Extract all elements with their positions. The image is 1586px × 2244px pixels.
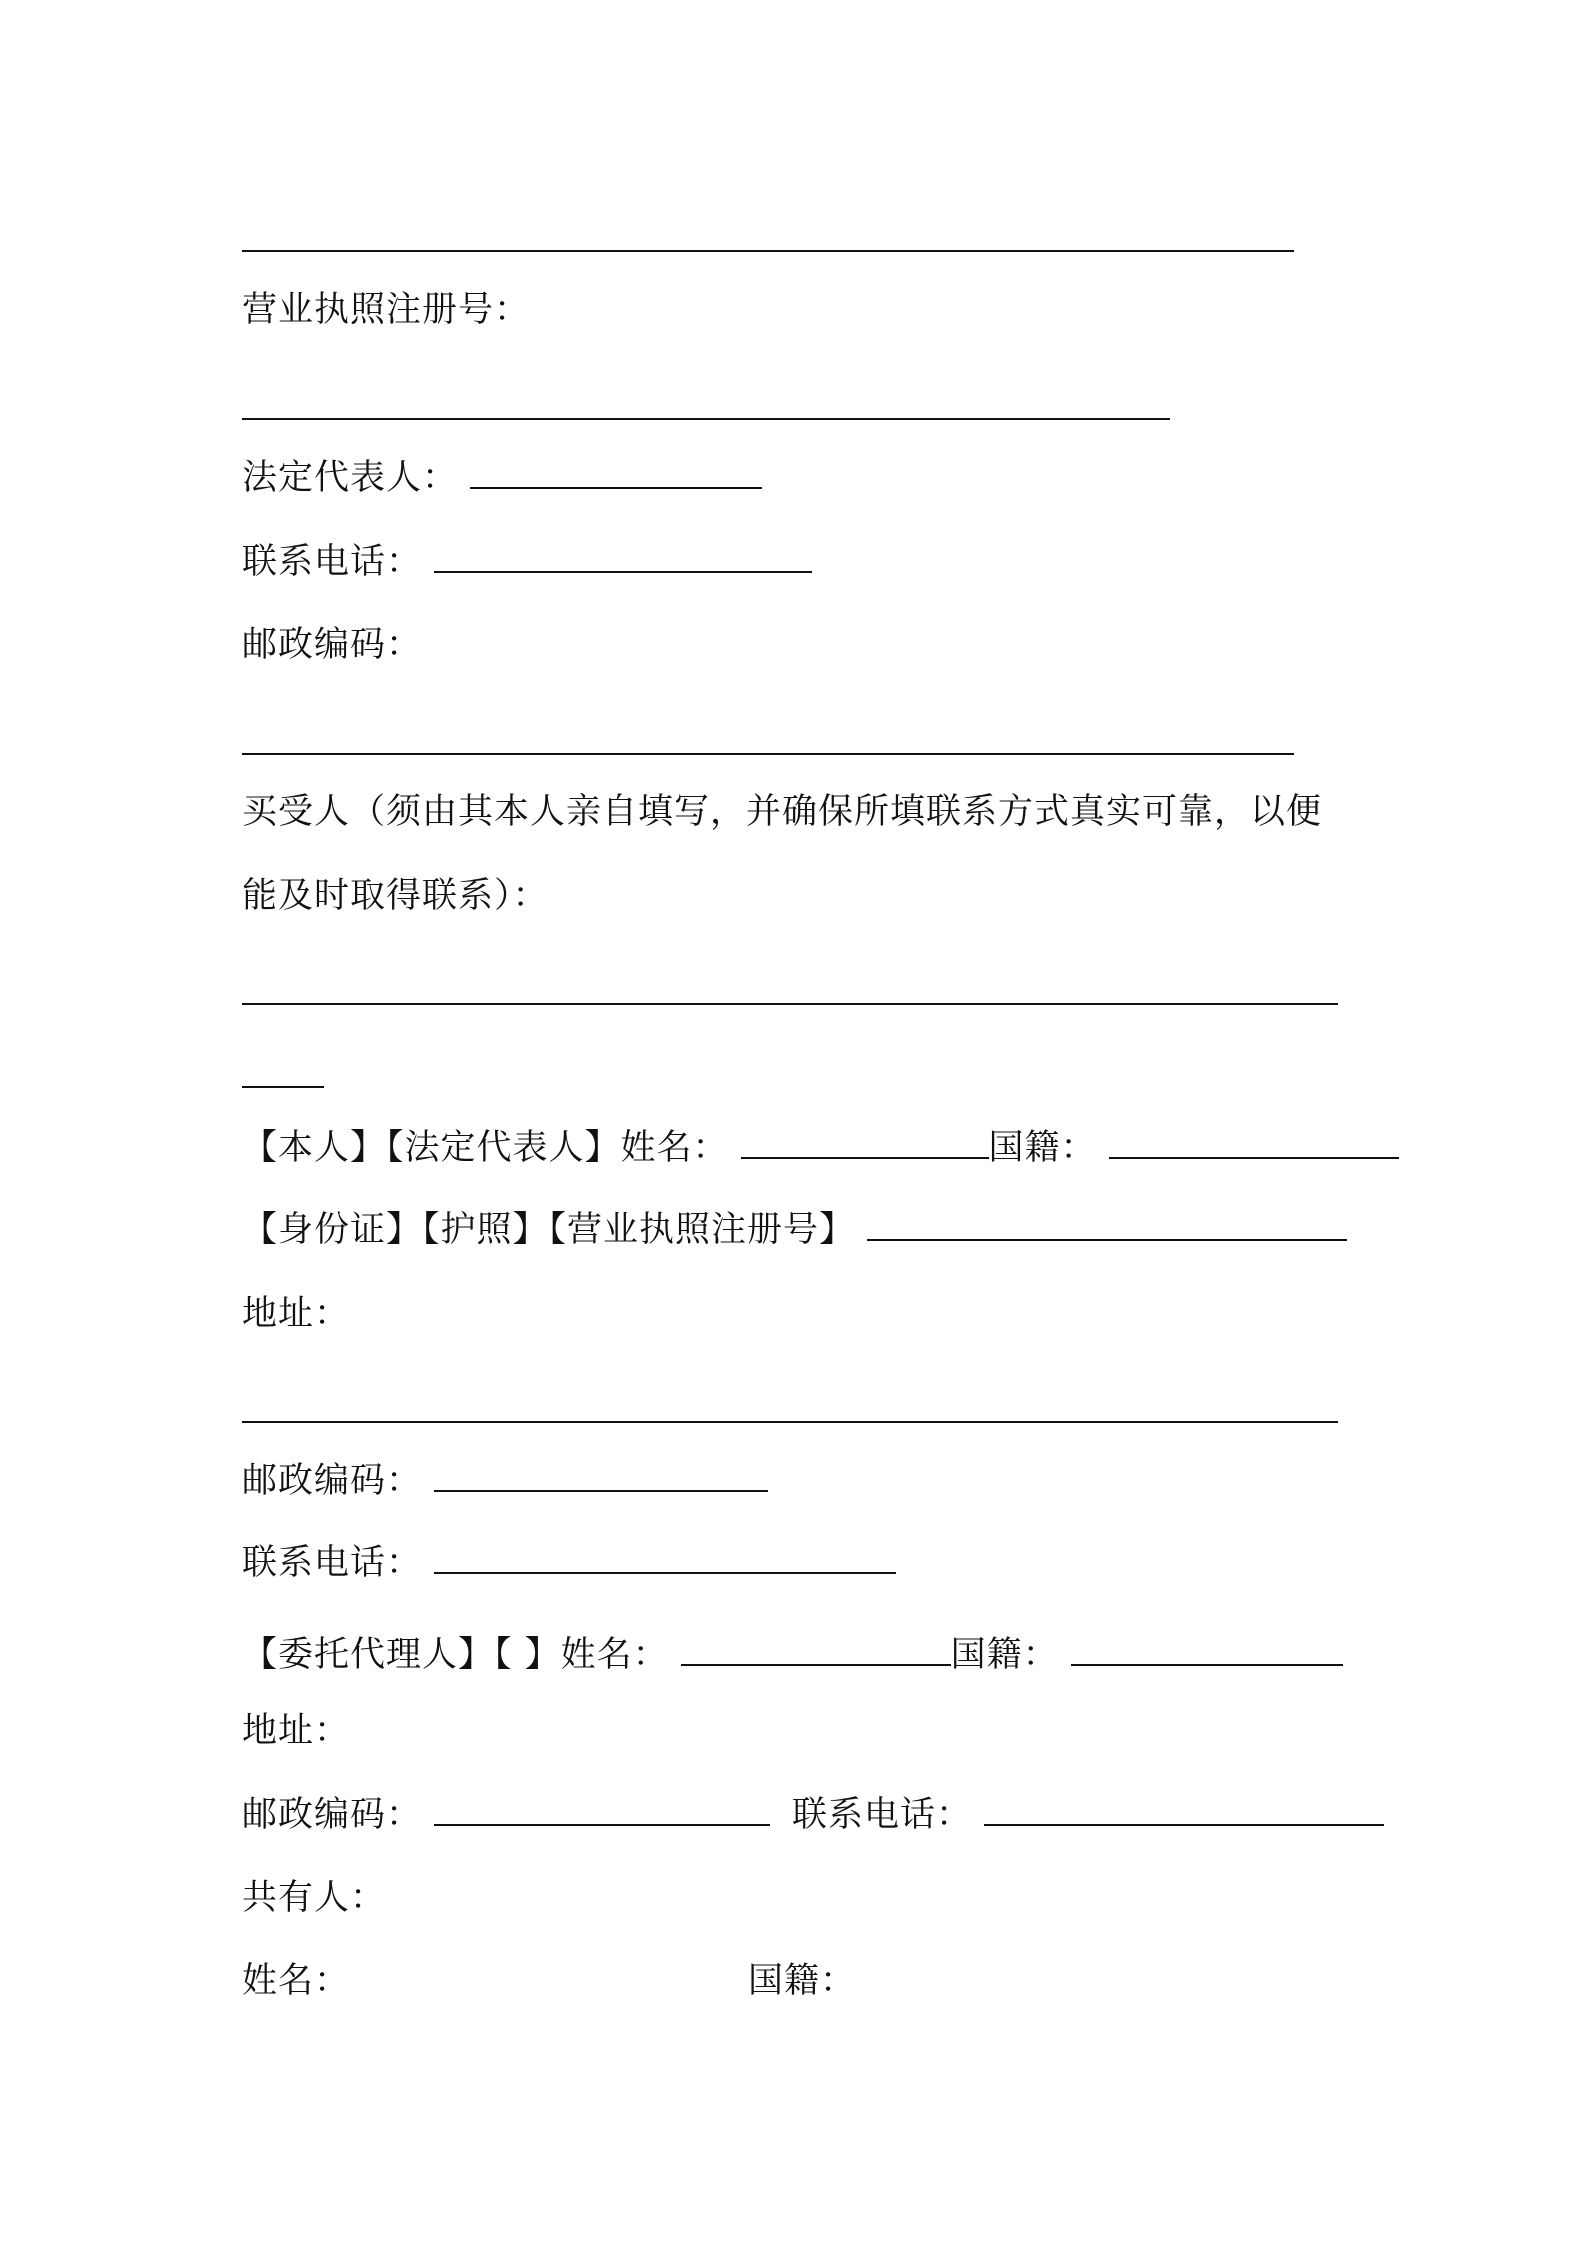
address-label-1: 地址：: [242, 1294, 351, 1334]
blank-line-biz-reg-no[interactable]: [242, 418, 1170, 420]
co-owner-name-label: 姓名：: [242, 1961, 351, 2001]
phone-label-1: 联系电话：: [242, 542, 423, 582]
postcode-row-2: [242, 1459, 768, 1503]
agent-row: [242, 1633, 1343, 1677]
blank-line-buyer-2[interactable]: [242, 1086, 324, 1088]
postcode-label-1: 邮政编码：: [242, 625, 423, 665]
blank-line-address-1[interactable]: [242, 1421, 1338, 1423]
postcode-blank-3[interactable]: [434, 1794, 770, 1826]
postcode-label-2: 邮政编码：: [242, 1461, 423, 1501]
legal-rep-label: 法定代表人：: [242, 458, 459, 498]
address-label-2: 地址：: [242, 1711, 351, 1751]
postcode-label-3: 邮政编码：: [242, 1795, 423, 1835]
id-number-blank[interactable]: [867, 1209, 1347, 1241]
id-types-row: [242, 1208, 1347, 1252]
blank-line-address-top: [242, 250, 1294, 252]
biz-reg-no-label: 营业执照注册号：: [242, 290, 531, 330]
legal-rep-blank[interactable]: [470, 457, 762, 489]
buyer-intro-line-2: 能及时取得联系）：: [242, 876, 549, 916]
postcode-phone-row: [242, 1793, 1384, 1837]
phone-blank-2[interactable]: [434, 1542, 896, 1574]
self-rep-name-label: 【本人】【法定代表人】姓名：: [242, 1128, 729, 1168]
phone-row-1: [242, 540, 812, 584]
phone-label-3: 联系电话：: [792, 1795, 973, 1835]
agent-name-label: 【委托代理人】【 】姓名：: [242, 1635, 669, 1675]
blank-line-postcode-1[interactable]: [242, 753, 1294, 755]
legal-rep-row: [242, 456, 762, 500]
postcode-blank-2[interactable]: [434, 1460, 768, 1492]
phone-label-2: 联系电话：: [242, 1543, 423, 1583]
nationality-label-2: 国籍：: [950, 1635, 1059, 1675]
nationality-label-1: 国籍：: [988, 1128, 1097, 1168]
phone-blank-3[interactable]: [984, 1794, 1384, 1826]
phone-blank-1[interactable]: [434, 541, 812, 573]
nationality-blank-1[interactable]: [1109, 1127, 1399, 1159]
co-owner-nationality-label: 国籍：: [748, 1961, 857, 2001]
nationality-blank-2[interactable]: [1071, 1634, 1343, 1666]
id-types-label: 【身份证】【护照】【营业执照注册号】: [242, 1210, 856, 1250]
agent-name-blank[interactable]: [681, 1634, 951, 1666]
buyer-intro-line-1: 买受人（须由其本人亲自填写，并确保所填联系方式真实可靠，以便: [242, 792, 1323, 832]
self-rep-row: [242, 1126, 1399, 1170]
co-owner-label: 共有人：: [242, 1878, 387, 1918]
self-rep-name-blank[interactable]: [741, 1127, 989, 1159]
phone-row-2: [242, 1541, 896, 1585]
blank-line-buyer-1[interactable]: [242, 1003, 1338, 1005]
